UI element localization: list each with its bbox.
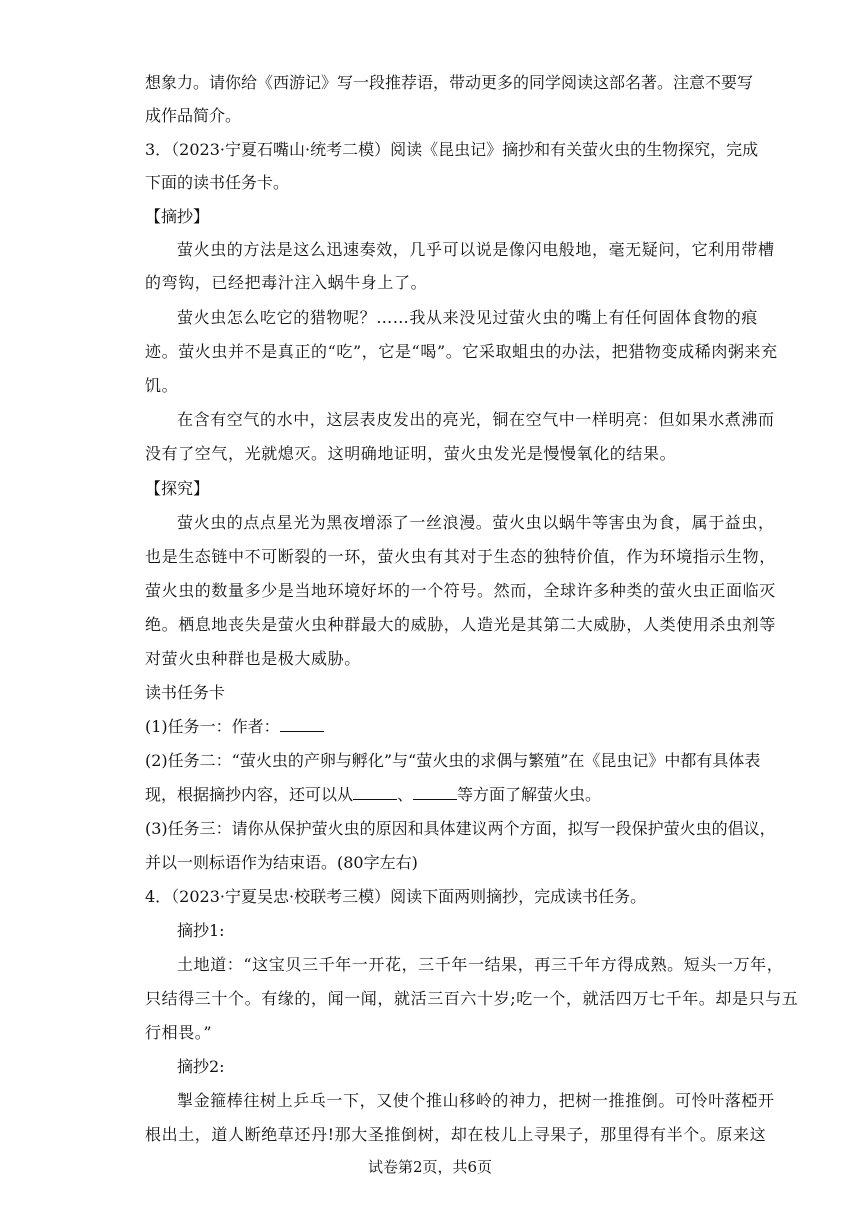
text-line: 成作品简介。 xyxy=(145,106,242,125)
excerpt-line: 的弯钩，已经把毒汁注入蜗牛身上了。 xyxy=(145,273,428,292)
excerpt-1-line: 土地道：“这宝贝三千年一开花，三千年一结果，再三千年方得成熟。短头一万年， xyxy=(177,955,784,974)
answer-blank xyxy=(413,785,457,800)
inquiry-line: 对萤火虫种群也是极大威胁。 xyxy=(145,649,361,668)
question-3-header: 3．（2023·宁夏石嘴山·统考二模）阅读《昆虫记》摘抄和有关萤火虫的生物探究，完成 xyxy=(145,140,759,159)
task-card-title: 读书任务卡 xyxy=(145,683,226,702)
excerpt-1-line: 行相畏。” xyxy=(145,1023,213,1042)
inquiry-line: 萤火虫的点点星光为黑夜增添了一丝浪漫。萤火虫以蜗牛等害虫为食，属于益虫， xyxy=(177,513,775,532)
task-2-line-1: (2)任务二：“萤火虫的产卵与孵化”与“萤火虫的求偶与繁殖”在《昆虫记》中都有具体表 xyxy=(145,751,761,770)
task-2-line-2 xyxy=(145,785,601,805)
text-line: 下面的读书任务卡。 xyxy=(145,173,290,192)
excerpt-line: 饥。 xyxy=(145,376,179,395)
answer-blank xyxy=(280,717,324,732)
inquiry-line: 绝。栖息地丧失是萤火虫种群最大的威胁，人造光是其第二大威胁，人类使用杀虫剂等 xyxy=(145,615,776,634)
inquiry-line: 萤火虫的数量多少是当地环境好坏的一个符号。然而，全球许多种类的萤火虫正面临灭 xyxy=(145,581,776,600)
question-4-header: 4．（2023·宁夏吴忠·校联考三模）阅读下面两则摘抄，完成读书任务。 xyxy=(145,887,647,906)
excerpt-2-label: 摘抄2: xyxy=(177,1057,225,1076)
excerpt-line: 萤火虫怎么吃它的猎物呢？……我从来没见过萤火虫的嘴上有任何固体食物的痕 xyxy=(177,308,759,327)
excerpt-line: 在含有空气的水中，这层表皮发出的亮光，铜在空气中一样明亮：但如果水煮沸而 xyxy=(177,410,775,429)
excerpt-2-line: 掣金箍棒往树上乒乓一下，又使个推山移岭的神力，把树一推推倒。可怜叶落椏开 xyxy=(177,1091,775,1110)
section-heading-excerpt: 【摘抄】 xyxy=(145,207,210,226)
text-line: 想象力。请你给《西游记》写一段推荐语，带动更多的同学阅读这部名著。注意不要写 xyxy=(145,73,754,92)
answer-blank xyxy=(353,785,397,800)
excerpt-1-label: 摘抄1: xyxy=(177,921,225,940)
task-2-text-end: 等方面了解萤火虫。 xyxy=(457,785,602,804)
inquiry-line: 也是生态链中不可断裂的一环，萤火虫有其对于生态的独特价值，作为环境指示生物， xyxy=(145,547,776,566)
excerpt-line: 没有了空气，光就熄灭。这明确地证明，萤火虫发光是慢慢氧化的结果。 xyxy=(145,444,677,463)
task-3-line-2: 并以一则标语作为结束语。(80字左右) xyxy=(145,853,418,872)
excerpt-line: 迹。萤火虫并不是真正的“吃”，它是“喝”。它采取蛆虫的办法，把猎物变成稀肉粥来充 xyxy=(145,342,778,361)
excerpt-2-line: 根出土，道人断绝草还丹!那大圣推倒树，却在枝儿上寻果子，那里得有半个。原来这 xyxy=(145,1125,767,1144)
page-footer: 试卷第2页，共6页 xyxy=(367,1158,493,1176)
excerpt-line: 萤火虫的方法是这么迅速奏效，几乎可以说是像闪电般地，毫无疑问，它利用带槽 xyxy=(177,240,775,259)
task-2-text: 现，根据摘抄内容，还可以从 xyxy=(145,785,354,804)
task-2-separator: 、 xyxy=(397,785,414,804)
task-3-line-1: (3)任务三：请你从保护萤火虫的原因和具体建议两个方面，拟写一段保护萤火虫的倡议， xyxy=(145,819,776,838)
task-1-text: (1)任务一：作者： xyxy=(145,717,280,736)
excerpt-1-line: 只结得三十个。有缘的，闻一闻，就活三百六十岁;吃一个，就活四万七千年。却是只与五 xyxy=(145,989,799,1008)
task-1 xyxy=(145,717,324,737)
section-heading-inquiry: 【探究】 xyxy=(145,479,210,498)
